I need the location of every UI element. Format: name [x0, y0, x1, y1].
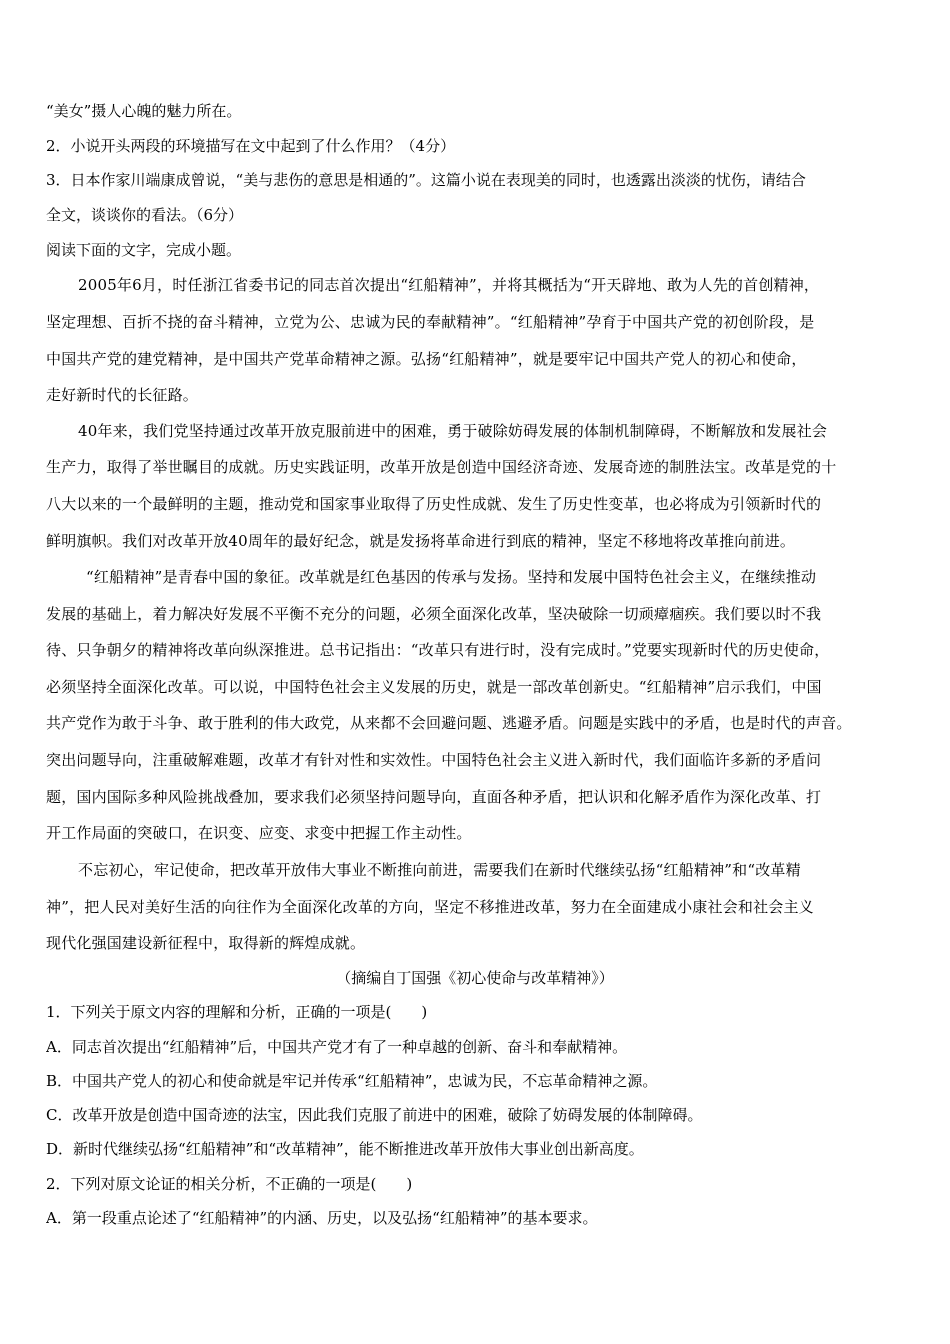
p2-line3: 八大以来的一个最鲜明的主题，推动党和国家事业取得了历史性成就、发生了历史性变革，也必将成为引领新时代的: [46, 495, 822, 513]
p4-line1: 不忘初心，牢记使命，把改革开放伟大事业不断推向前进，需要我们在新时代继续弘扬“红船精神”和“改革精: [78, 861, 801, 879]
p3-line4: 必须坚持全面深化改革。可以说，中国特色社会主义发展的历史，就是一部改革创新史。“红船精神”启示我们，中国: [46, 678, 822, 696]
prev-question-3-line1: 3．日本作家川端康成曾说，“美与悲伤的意思是相通的”。这篇小说在表现美的同时，也透露出淡淡的忧伤，请结合: [46, 171, 806, 189]
p3-line2: 发展的基础上，着力解决好发展不平衡不充分的问题，必须全面深化改革，坚决破除一切顽瘴痼疾。我们要以时不我: [46, 605, 822, 623]
question-2-option-a: A．第一段重点论述了“红船精神”的内涵、历史，以及弘扬“红船精神”的基本要求。: [46, 1209, 598, 1227]
question-2-stem: 2．下列对原文论证的相关分析，不正确的一项是( ): [46, 1175, 413, 1193]
p1-line1: 2005年6月，时任浙江省委书记的同志首次提出“红船精神”，并将其概括为“开天辟地、敢为人先的首创精神，: [78, 276, 820, 294]
prev-question-3-line2: 全文，谈谈你的看法。（6分）: [46, 206, 244, 224]
p3-line8: 开工作局面的突破口，在识变、应变、求变中把握工作主动性。: [46, 824, 472, 842]
p1-line2: 坚定理想、百折不挠的奋斗精神，立党为公、忠诚为民的奉献精神”。“红船精神”孕育于中国共产党的初创阶段，是: [46, 313, 815, 331]
prev-question-2: 2．小说开头两段的环境描写在文中起到了什么作用？（4分）: [46, 137, 456, 155]
p1-line3: 中国共产党的建党精神，是中国共产党革命精神之源。弘扬“红船精神”，就是要牢记中国共产党人的初心和使命，: [46, 350, 807, 368]
question-1-option-a: A．同志首次提出“红船精神”后，中国共产党才有了一种卓越的创新、奋斗和奉献精神。: [46, 1038, 628, 1056]
p2-line1: 40年来，我们党坚持通过改革开放克服前进中的困难，勇于破除妨碍发展的体制机制障碍，不断解放和发展社会: [78, 422, 828, 440]
p3-line1: “红船精神”是青春中国的象征。改革就是红色基因的传承与发扬。坚持和发展中国特色社会主义，在继续推动: [86, 568, 817, 586]
p2-line4: 鲜明旗帜。我们对改革开放40周年的最好纪念，就是发扬将革命进行到底的精神，坚定不移地将改革推向前进。: [46, 532, 796, 550]
question-1-option-c: C．改革开放是创造中国奇迹的法宝，因此我们克服了前进中的困难，破除了妨碍发展的体制障碍。: [46, 1106, 703, 1124]
question-1-stem: 1．下列关于原文内容的理解和分析，正确的一项是( ): [46, 1003, 428, 1021]
previous-passage-tail: “美女”摄人心魄的魅力所在。: [46, 102, 242, 120]
p3-line5: 共产党作为敢于斗争、敢于胜利的伟大政党，从来都不会回避问题、逃避矛盾。问题是实践中的矛盾，也是时代的声音。: [46, 714, 852, 732]
question-1-option-b: B．中国共产党人的初心和使命就是牢记并传承“红船精神”，忠诚为民，不忘革命精神之源。: [46, 1072, 658, 1090]
p3-line6: 突出问题导向，注重破解难题，改革才有针对性和实效性。中国特色社会主义进入新时代，我们面临许多新的矛盾问: [46, 751, 822, 769]
p3-line7: 题，国内国际多种风险挑战叠加，要求我们必须坚持问题导向，直面各种矛盾，把认识和化解矛盾作为深化改革、打: [46, 788, 822, 806]
p1-line4: 走好新时代的长征路。: [46, 386, 199, 404]
article-source: （摘编自丁国强《初心使命与改革精神》）: [336, 969, 614, 987]
p4-line3: 现代化强国建设新征程中，取得新的辉煌成就。: [46, 934, 366, 952]
p2-line2: 生产力，取得了举世瞩目的成就。历史实践证明，改革开放是创造中国经济奇迹、发展奇迹的制胜法宝。改革是党的十: [46, 458, 837, 476]
reading-instruction: 阅读下面的文字，完成小题。: [46, 241, 242, 259]
p4-line2: 神”，把人民对美好生活的向往作为全面深化改革的方向，坚定不移推进改革，努力在全面建成小康社会和社会主义: [46, 898, 814, 916]
p3-line3: 待、只争朝夕的精神将改革向纵深推进。总书记指出：“改革只有进行时，没有完成时。”党要实现新时代的历史使命，: [46, 641, 830, 659]
question-1-option-d: D．新时代继续弘扬“红船精神”和“改革精神”，能不断推进改革开放伟大事业创出新高度。: [46, 1140, 644, 1158]
